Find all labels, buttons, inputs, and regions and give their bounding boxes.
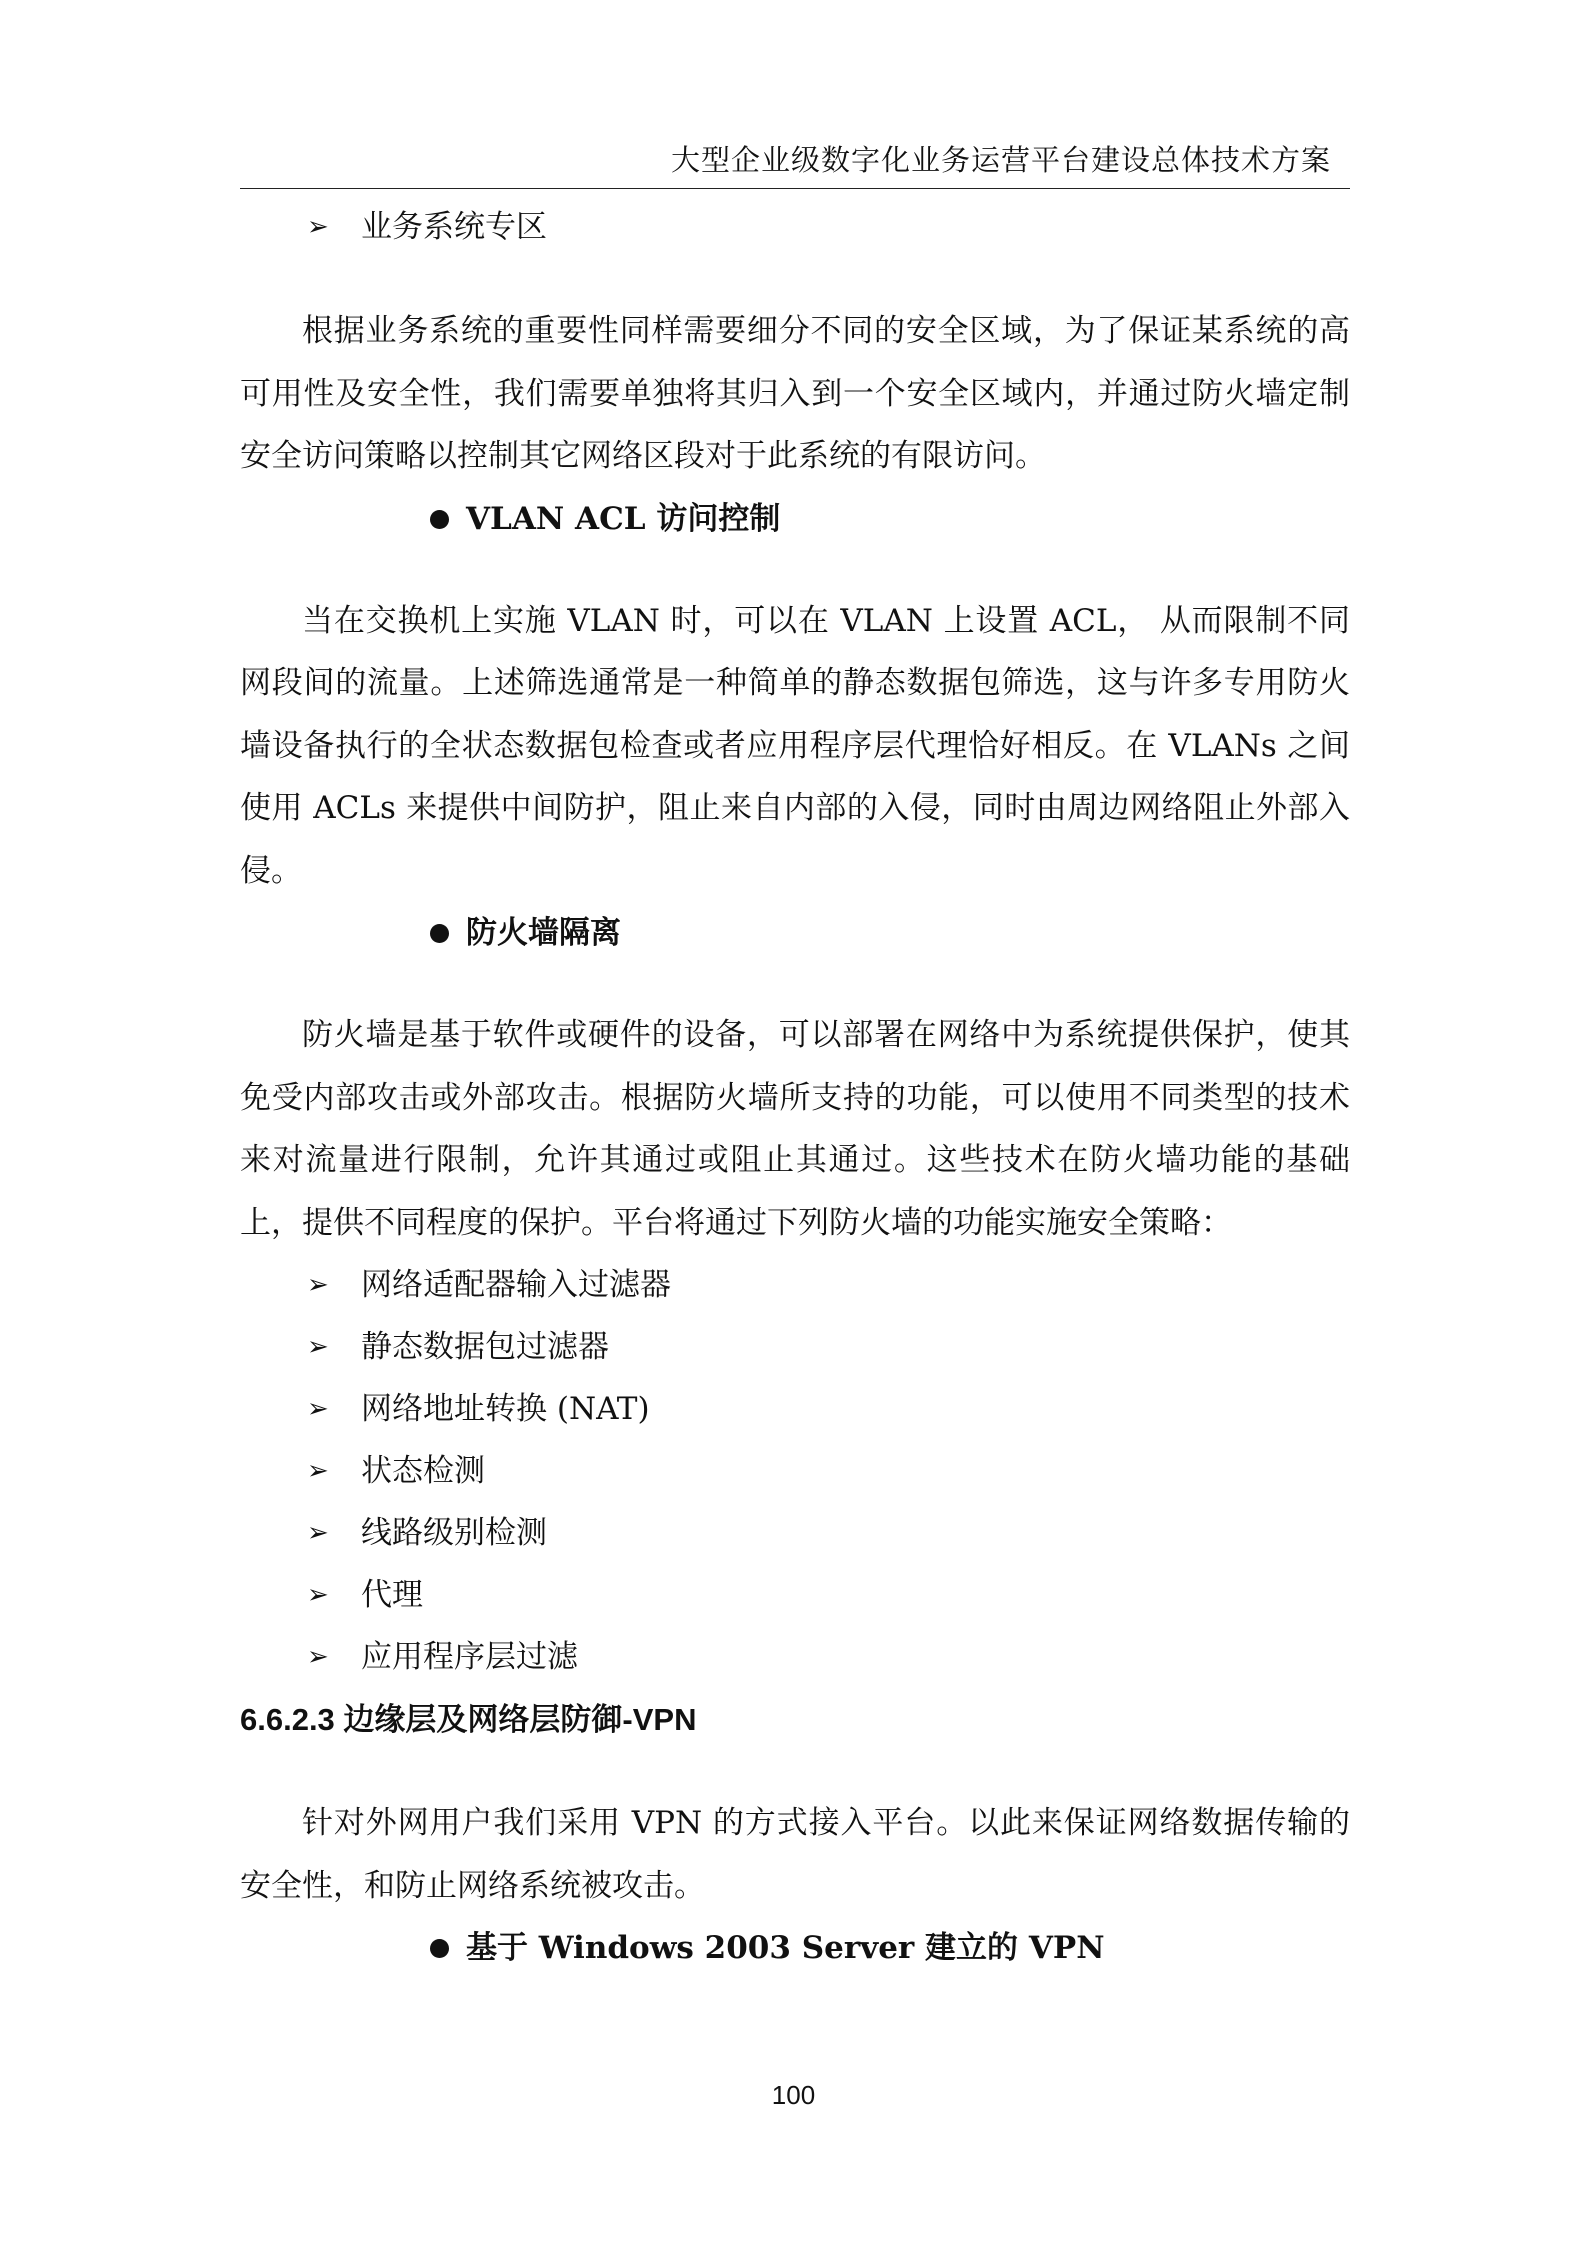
bullet-heading-firewall [240,902,1350,964]
arrowhead-icon: ➢ [307,1580,329,1610]
filled-circle-bullet-icon [430,1939,449,1958]
arrowhead-icon: ➢ [307,1456,329,1486]
arrowhead-icon: ➢ [307,1518,329,1548]
list-item [240,1440,1350,1502]
filled-circle-bullet-icon [430,510,449,529]
list-item-label: 静态数据包过滤器 [361,1329,609,1365]
list-item-label: 代理 [361,1577,423,1613]
list-item-label: 状态检测 [361,1453,485,1489]
document-body [240,196,1350,1979]
paragraph-vpn: 针对外网用户我们采用 VPN 的方式接入平台。以此来保证网络数据传输的安全性，和防止网络系统被攻击。 [240,1805,1350,1904]
running-header: 大型企业级数字化业务运营平台建设总体技术方案 [670,143,1331,177]
bullet-label: 防火墙隔离 [466,915,621,951]
list-item-label: 网络地址转换 (NAT) [361,1391,650,1427]
section-heading-vpn: 6.6.2.3 边缘层及网络层防御-VPN [240,1702,697,1737]
header-rule [240,188,1350,189]
firewall-feature-list [240,1254,1350,1688]
bullet-heading-vlan [240,488,1350,550]
list-item-label: 网络适配器输入过滤器 [361,1267,671,1303]
list-item-label: 应用程序层过滤 [361,1639,578,1675]
list-item-label: 业务系统专区 [361,209,547,245]
list-item [240,1254,1350,1316]
bullet-label: VLAN ACL 访问控制 [466,500,781,537]
list-item [240,1502,1350,1564]
paragraph-firewall: 防火墙是基于软件或硬件的设备，可以部署在网络中为系统提供保护，使其免受内部攻击或外部攻击。根据防火墙所支持的功能，可以使用不同类型的技术来对流量进行限制，允许其通过或阻止其通过。这些技术在防火墙功能的基础上，提供不同程度的保护。平台将通过下列防火墙的功能实施安全策略： [240,1017,1350,1241]
arrowhead-icon: ➢ [307,212,329,242]
page-number: 100 [771,2080,816,2110]
arrowhead-icon: ➢ [307,1394,329,1424]
arrowhead-icon: ➢ [307,1642,329,1672]
list-item [240,1378,1350,1440]
arrowhead-icon: ➢ [307,1270,329,1300]
list-item [240,1564,1350,1626]
arrowhead-icon: ➢ [307,1332,329,1362]
list-item [240,1626,1350,1688]
paragraph-vlan: 当在交换机上实施 VLAN 时，可以在 VLAN 上设置 ACL， 从而限制不同网段间的流量。上述筛选通常是一种简单的静态数据包筛选，这与许多专用防火墙设备执行的全状态数据包检查或者应用程序层代理恰好相反。在 VLANs 之间使用 ACLs 来提供中间防护，阻止来自内部的入侵，同时由周边网络阻止外部入侵。 [240,602,1350,889]
list-item-label: 线路级别检测 [361,1515,547,1551]
bullet-heading-windows-vpn [240,1917,1350,1979]
list-item [240,1316,1350,1378]
bullet-label: 基于 Windows 2003 Server 建立的 VPN [466,1930,1105,1966]
filled-circle-bullet-icon [430,924,449,943]
list-item-zone [240,196,1350,258]
paragraph-zone: 根据业务系统的重要性同样需要细分不同的安全区域，为了保证某系统的高可用性及安全性，我们需要单独将其归入到一个安全区域内，并通过防火墙定制安全访问策略以控制其它网络区段对于此系统的有限访问。 [240,313,1350,474]
